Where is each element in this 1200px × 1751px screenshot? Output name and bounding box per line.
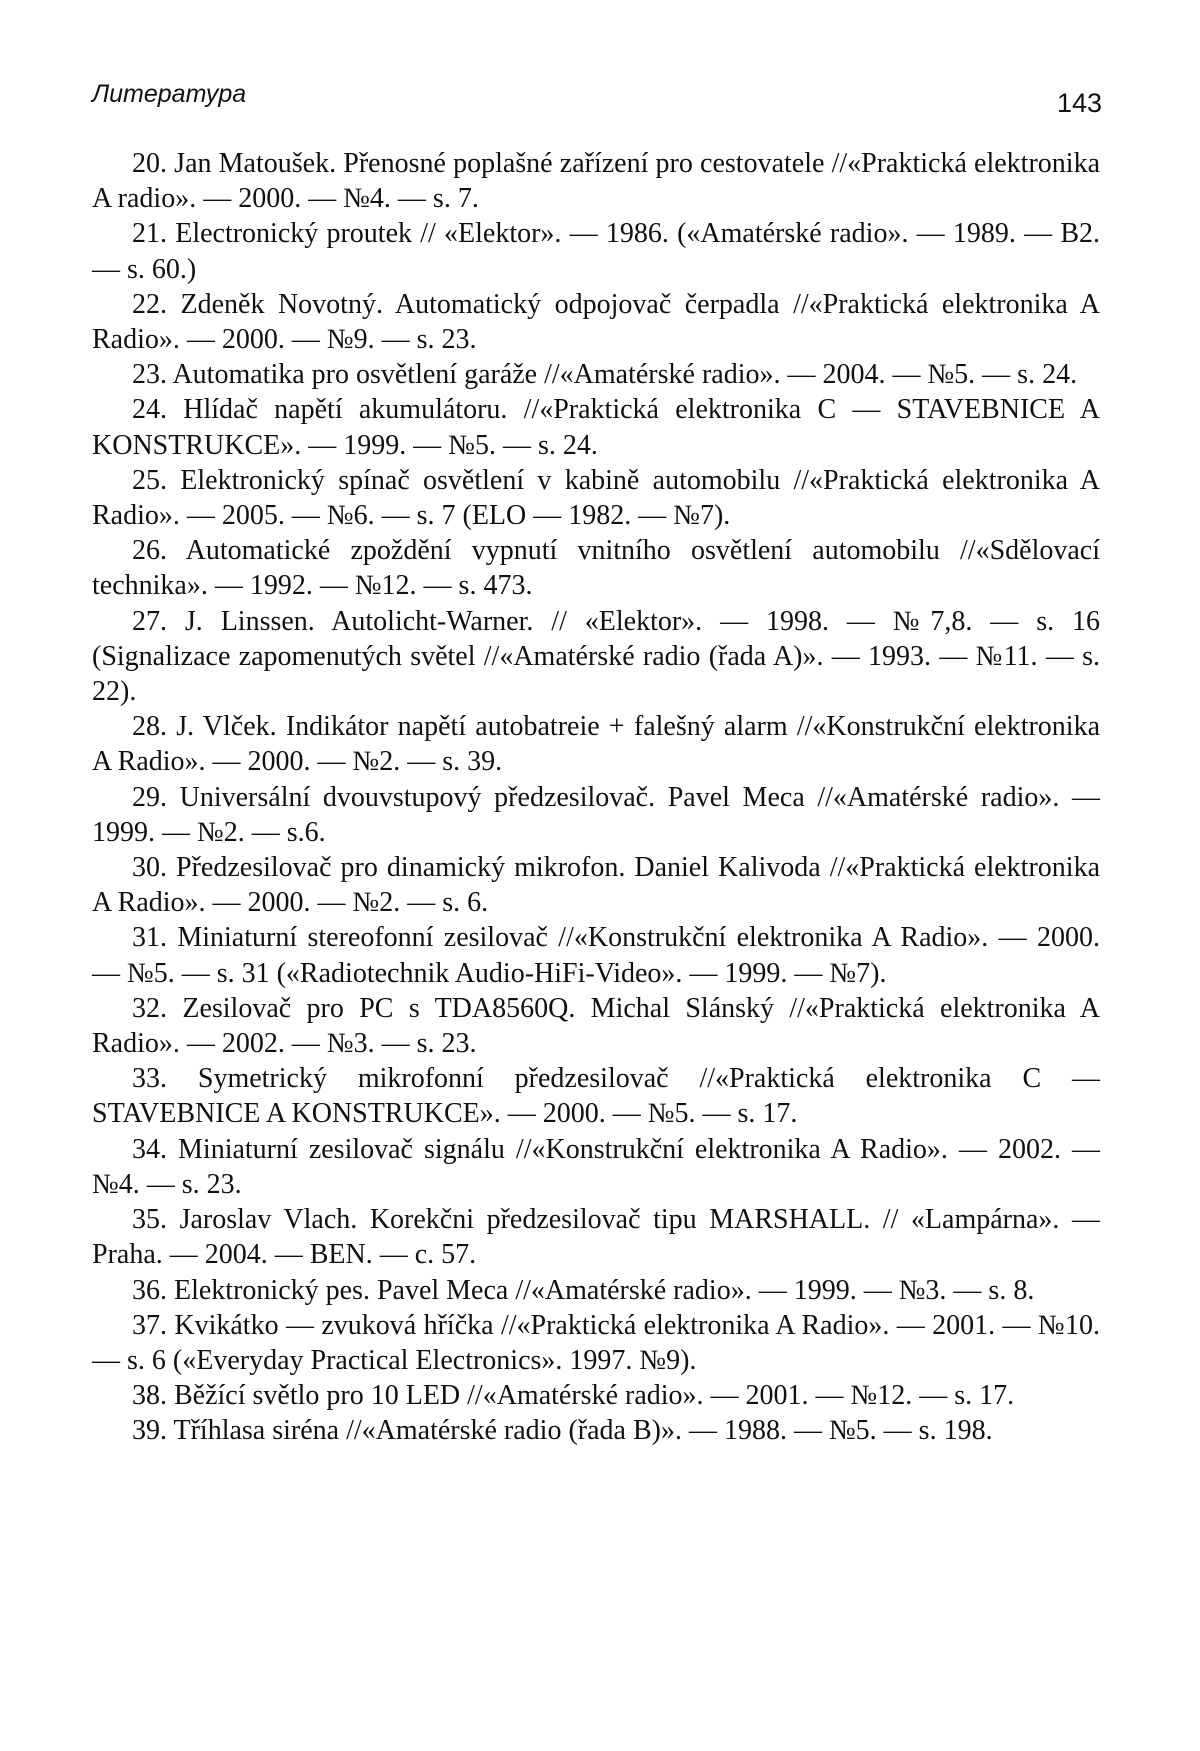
reference-item-35: 35. Jaroslav Vlach. Korekčni předzesilovač tipu MARSHALL. // «Lampárna». — Praha. — 2004. — BEN. — c. 57. (92, 1204, 1100, 1271)
reference-item-36: 36. Elektronický pes. Pavel Meca //«Amatérské radio». — 1999. — №3. — s. 8. (132, 1274, 1035, 1306)
reference-item-26: 26. Automatické zpoždění vypnutí vnitního osvětlení automobilu //«Sdělovací technika». — 1992. — №12. — s. 473. (92, 535, 1100, 602)
reference-item-30: 30. Předzesilovač pro dinamický mikrofon. Daniel Kalivoda //«Praktická elektronika A Radio». — 2000. — №2. — s. 6. (92, 852, 1100, 919)
reference-list (92, 146, 1100, 1449)
reference-item-22: 22. Zdeněk Novotný. Automatický odpojovač čerpadla //«Praktická elektronika A Radio». — 2000. — №9. — s. 23. (92, 288, 1100, 356)
reference-item-28: 28. J. Vlček. Indikátor napětí autobatreie + falešný alarm //«Konstrukční elektronika A Radio». — 2000. — №2. — s. 39. (92, 711, 1100, 778)
reference-item-32: 32. Zesilovač pro PC s TDA8560Q. Michal Slánský //«Praktická elektronika A Radio». — 2002. — №3. — s. 23. (92, 992, 1100, 1060)
reference-item-23: 23. Automatika pro osvětlení garáže //«Amatérské radio». — 2004. — №5. — s. 24. (132, 359, 1078, 391)
reference-item-29: 29. Universální dvouvstupový předzesilovač. Pavel Meca //«Amatérské radio». — 1999. — №2. — s.6. (92, 781, 1100, 848)
running-title: Литература (92, 80, 247, 108)
reference-item-20: 20. Jan Matoušek. Přenosné poplašné zařízení pro cestovatele //«Praktická elektronika A radio». — 2000. — №4. — s. 7. (92, 148, 1100, 215)
reference-item-33: 33. Symetrický mikrofonní předzesilovač //«Praktická elektronika C — STAVEBNICE A KONSTRUKCE». — 2000. — №5. — s. 17. (92, 1063, 1100, 1130)
reference-item-38: 38. Běžící světlo pro 10 LED //«Amatérské radio». — 2001. — №12. — s. 17. (132, 1380, 1015, 1412)
page-number: 143 (1056, 88, 1102, 118)
reference-item-25: 25. Elektronický spínač osvětlení v kabině automobilu //«Praktická elektronika A Radio». — 2005. — №6. — s. 7 (ELO — 1982. — №7). (92, 464, 1100, 532)
reference-item-24: 24. Hlídač napětí akumulátoru. //«Praktická elektronika C — STAVEBNICE A KONSTRUKCE». — 1999. — №5. — s. 24. (92, 394, 1100, 461)
reference-item-37: 37. Kvikátko — zvuková hříčka //«Praktická elektronika A Radio». — 2001. — №10. — s. 6 («Everyday Practical Electronics». 1997. №9). (92, 1309, 1100, 1376)
reference-item-34: 34. Miniaturní zesilovač signálu //«Konstrukční elektronika A Radio». — 2002. — №4. — s. 23. (92, 1133, 1100, 1200)
reference-item-21: 21. Electronický proutek // «Elektor». — 1986. («Amatérské radio». — 1989. — B2. — s. 60.) (92, 218, 1100, 285)
reference-item-39: 39. Tříhlasa siréna //«Amatérské radio (řada B)». — 1988. — №5. — s. 198. (132, 1415, 993, 1447)
reference-item-31: 31. Miniaturní stereofonní zesilovač //«Konstrukční elektronika A Radio». — 2000. — №5. — s. 31 («Radiotechnik Audio-HiFi-Video». — 1999. — №7). (92, 922, 1100, 989)
reference-item-27: 27. J. Linssen. Autolicht-Warner. // «Elektor». — 1998. — №7,8. — s. 16 (Signalizace zapomenutých světel //«Amatérské radio (řada A)». — 1993. — №11. — s. 22). (92, 605, 1100, 708)
